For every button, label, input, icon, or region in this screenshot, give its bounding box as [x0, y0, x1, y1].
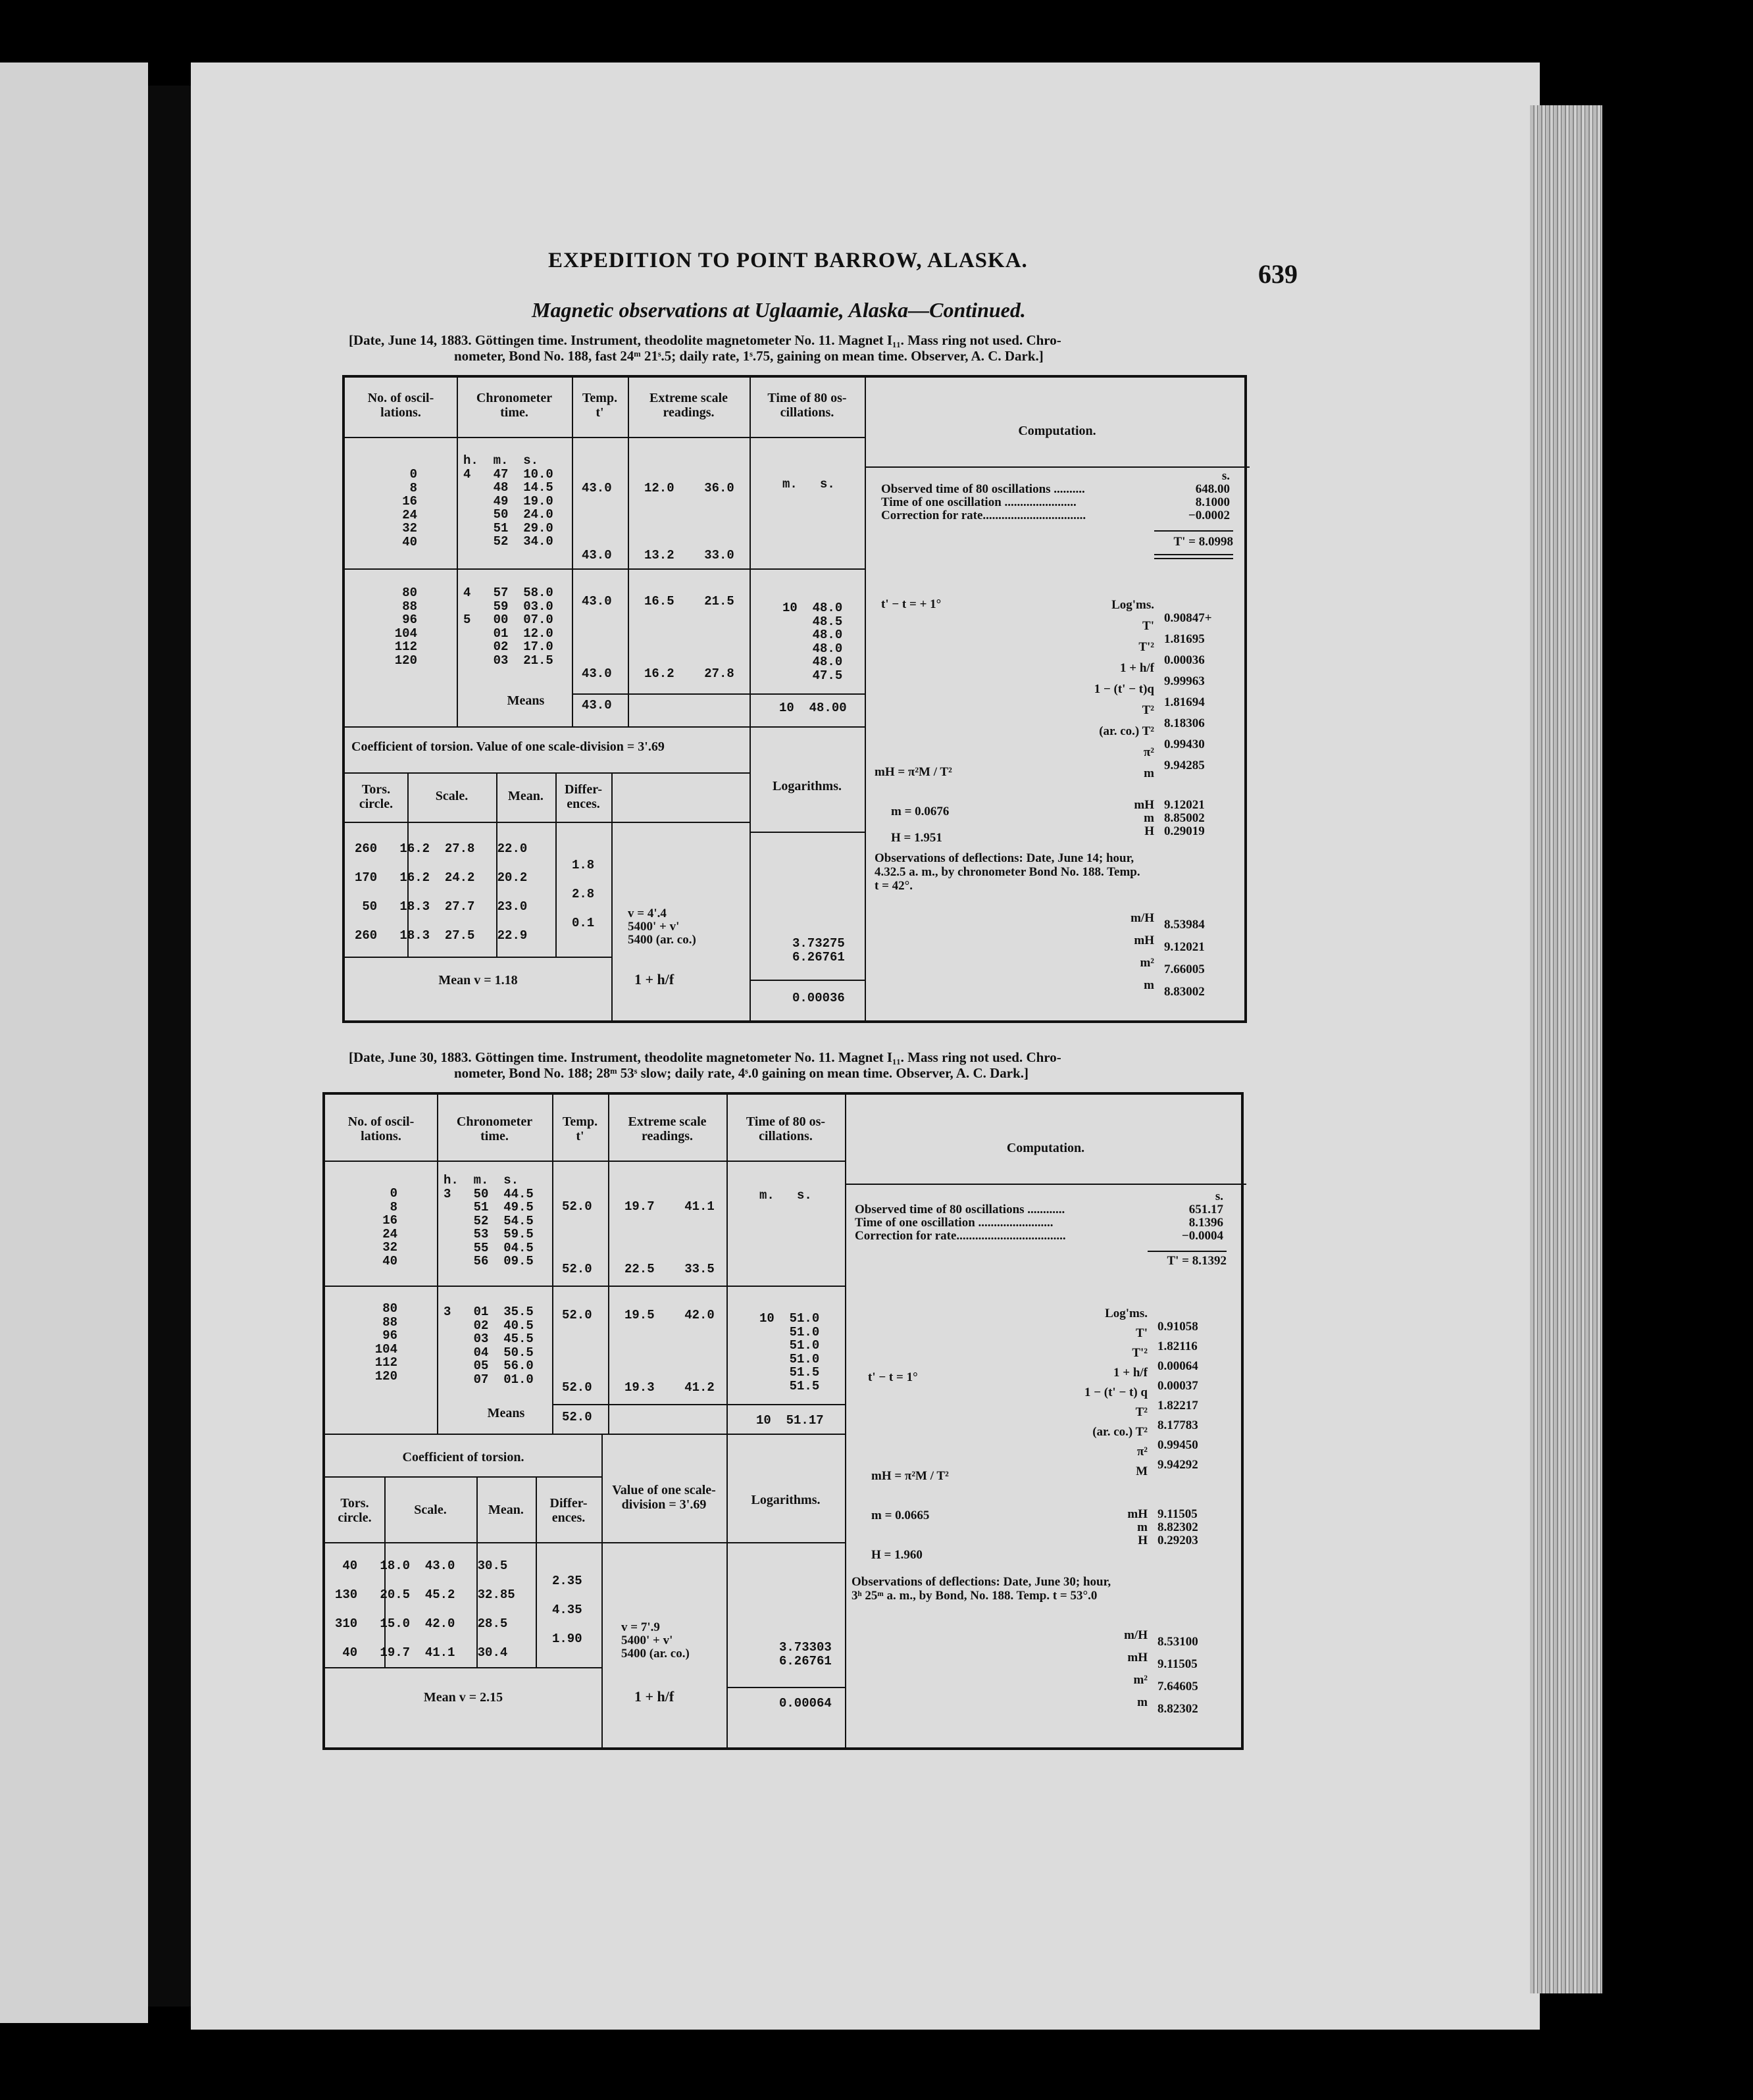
temp-a2: 43.0 [582, 548, 612, 562]
mH-labels: mH m H [1127, 1507, 1148, 1547]
torsion-header-scale: Scale. [435, 789, 469, 803]
extreme-b2: 16.2 27.8 [644, 666, 734, 681]
temp-a2: 52.0 [562, 1262, 592, 1276]
note-line: [Date, June 14, 1883. Göttingen time. Instrument, theodolite magnetometer No. 11. Magnet I₁₁. Mass ring not used. Chro- [349, 332, 1061, 348]
extreme-a1: 19.7 41.1 [624, 1199, 715, 1214]
section2-header-note [349, 1049, 1283, 1081]
m-value: m = 0.0665 [871, 1509, 930, 1522]
table-caption: Magnetic observations at Uglaamie, Alaska—Continued. [532, 298, 1026, 322]
log-labels: Log'ms. T' T'² 1 + h/f 1 − (t' − t)q T² (ar. co.) T² π² m [1094, 598, 1154, 780]
col-header-extreme: Extreme scale readings. [628, 1114, 707, 1143]
running-head: EXPEDITION TO POINT BARROW, ALASKA. [548, 249, 1028, 272]
temp-b2: 52.0 [562, 1380, 592, 1395]
col-header-chronometer: Chronometer time. [456, 1114, 533, 1143]
left-facing-page [0, 63, 148, 2023]
torsion-header-mean: Mean. [488, 1503, 524, 1517]
book-gutter [148, 86, 194, 2007]
H-value: H = 1.960 [871, 1548, 923, 1562]
means-label: Means [487, 1406, 525, 1420]
torsion-rows: 260 16.2 27.8 22.0 170 16.2 24.2 20.2 50 18.3 27.7 23.0 260 18.3 27.5 22.9 [355, 841, 528, 943]
m-value: m = 0.0676 [891, 805, 950, 818]
torsion-header-log: Logarithms. [751, 1493, 821, 1507]
v-formula: v = 4'.4 5400' + v' 5400 (ar. co.) [628, 907, 696, 947]
extreme-b1: 19.5 42.0 [624, 1308, 715, 1322]
torsion-scale-value: Value of one scale- division = 3'.69 [612, 1483, 716, 1512]
means-temp: 52.0 [562, 1410, 592, 1424]
deflection-labels: m/H mH m² m [1124, 1628, 1148, 1709]
T-prime: T' = 8.1392 [1167, 1254, 1227, 1268]
means-temp: 43.0 [582, 698, 612, 712]
col-header-oscillations: No. of oscil- lations. [367, 391, 434, 420]
computation-values: s. 651.17 8.1396 −0.0004 [1181, 1189, 1223, 1243]
one-plus-hf-value: 0.00036 [792, 991, 845, 1005]
torsion-header-diff: Differ- ences. [565, 782, 602, 811]
mH-labels: mH m H [1134, 798, 1154, 838]
note-line: nometer, Bond No. 188; 28ᵐ 53ˢ slow; daily rate, 4ˢ.0 gaining on mean time. Observer, A. C. Dark.] [454, 1065, 1029, 1081]
torsion-rows: 40 18.0 43.0 30.5 130 20.5 45.2 32.85 310 15.0 42.0 28.5 40 19.7 41.1 30.4 [335, 1559, 515, 1660]
section2-table [322, 1092, 1244, 1750]
chronometer-group-a: h. m. s. 3 50 44.5 51 49.5 52 54.5 53 59.5 55 04.5 56 09.5 [444, 1173, 534, 1268]
time-units: m. s. [782, 477, 835, 491]
col-header-computation: Computation. [1006, 1141, 1085, 1155]
chronometer-group-a: h. m. s. 4 47 10.0 48 14.5 49 19.0 50 24.0 51 29.0 52 34.0 [463, 453, 553, 549]
temp-b2: 43.0 [582, 666, 612, 681]
deflections-note: Observations of deflections: Date, June 14; hour, 4.32.5 a. m., by chronometer Bond No. 188. Temp. t = 42°. [875, 851, 1140, 893]
torsion-title: Coefficient of torsion. [402, 1450, 524, 1464]
one-plus-hf: 1 + h/f [634, 1688, 674, 1705]
extreme-a1: 12.0 36.0 [644, 481, 734, 495]
log-values: 0.90847+ 1.81695 0.00036 9.99963 1.81694 8.18306 0.99430 9.94285 [1164, 611, 1212, 772]
torsion-header-diff: Differ- ences. [549, 1496, 588, 1525]
time-units: m. s. [759, 1188, 812, 1203]
col-header-time80: Time of 80 os- cillations. [746, 1114, 826, 1143]
mH-values: 9.12021 8.85002 0.29019 [1164, 798, 1205, 838]
temp-b1: 43.0 [582, 594, 612, 609]
means-time: 10 51.17 [756, 1413, 824, 1428]
computation-lines: Observed time of 80 oscillations ............ Time of one oscillation ........................ Correction for rate................................... [855, 1203, 1066, 1243]
log-values: 0.91058 1.82116 0.00064 0.00037 1.82217 8.17783 0.99450 9.94292 [1157, 1320, 1198, 1472]
torsion-differences: 2.35 4.35 1.90 [552, 1574, 582, 1646]
temperature-difference: t' − t = + 1° [881, 597, 942, 611]
torsion-header-mean: Mean. [508, 789, 544, 803]
means-label: Means [507, 693, 545, 708]
section1-header-note [349, 332, 1283, 364]
deflection-values: 8.53100 9.11505 7.64605 8.82302 [1157, 1635, 1198, 1716]
note-line: nometer, Bond No. 188, fast 24ᵐ 21ˢ.5; daily rate, 1ˢ.75, gaining on mean time. Observer, A. C. Dark.] [454, 348, 1044, 364]
page-number: 639 [1258, 259, 1298, 289]
T-prime: T' = 8.0998 [1173, 535, 1233, 549]
note-line: [Date, June 30, 1883. Göttingen time. Instrument, theodolite magnetometer No. 11. Magnet I₁₁. Mass ring not used. Chro- [349, 1049, 1061, 1065]
time-group-b: 10 51.0 51.0 51.0 51.0 51.5 51.5 [759, 1311, 820, 1393]
section1-table [342, 375, 1247, 1023]
oscillations-group-b: 80 88 96 104 112 120 [394, 586, 417, 668]
extreme-a2: 13.2 33.0 [644, 548, 734, 562]
torsion-header-circle: Tors. circle. [359, 782, 394, 811]
mH-formula: mH = π²M / T² [871, 1469, 949, 1483]
col-header-temp: Temp. t' [582, 391, 618, 420]
page-stack-edge [1530, 105, 1602, 1993]
extreme-b1: 16.5 21.5 [644, 594, 734, 609]
col-header-temp: Temp. t' [562, 1114, 598, 1143]
torsion-title: Coefficient of torsion. Value of one scale-division = 3'.69 [351, 739, 665, 754]
temp-b1: 52.0 [562, 1308, 592, 1322]
time-group-b: 10 48.0 48.5 48.0 48.0 48.0 47.5 [782, 601, 843, 683]
torsion-header-scale: Scale. [414, 1503, 447, 1517]
oscillations-group-a: 0 8 16 24 32 40 [382, 1186, 397, 1268]
col-header-chronometer: Chronometer time. [476, 391, 553, 420]
oscillations-group-a: 0 8 16 24 32 40 [402, 467, 417, 549]
extreme-b2: 19.3 41.2 [624, 1380, 715, 1395]
logarithms: 3.73275 6.26761 [792, 936, 845, 964]
mean-v: Mean v = 1.18 [438, 973, 518, 988]
v-formula: v = 7'.9 5400' + v' 5400 (ar. co.) [621, 1620, 690, 1661]
temp-a1: 43.0 [582, 481, 612, 495]
one-plus-hf-value: 0.00064 [779, 1696, 832, 1711]
mean-v: Mean v = 2.15 [423, 1690, 503, 1705]
deflection-values: 8.53984 9.12021 7.66005 8.83002 [1164, 918, 1205, 999]
col-header-extreme: Extreme scale readings. [649, 391, 728, 420]
col-header-time80: Time of 80 os- cillations. [767, 391, 847, 420]
mH-formula: mH = π²M / T² [875, 765, 952, 779]
chronometer-group-b: 3 01 35.5 02 40.5 03 45.5 04 50.5 05 56.0 07 01.0 [444, 1305, 534, 1387]
mH-values: 9.11505 8.82302 0.29203 [1157, 1507, 1198, 1547]
oscillations-group-b: 80 88 96 104 112 120 [374, 1301, 397, 1384]
computation-lines: Observed time of 80 oscillations .......... Time of one oscillation ....................... Correction for rate................................. [881, 482, 1086, 522]
torsion-differences: 1.8 2.8 0.1 [572, 858, 595, 930]
deflections-note: Observations of deflections: Date, June 30; hour, 3ʰ 25ᵐ a. m., by Bond, No. 188. Temp. t = 53°.0 [851, 1575, 1111, 1603]
means-time: 10 48.00 [779, 701, 847, 715]
deflection-labels: m/H mH m² m [1131, 911, 1154, 992]
torsion-header-log: Logarithms. [773, 779, 842, 793]
torsion-header-circle: Tors. circle. [338, 1496, 372, 1525]
log-labels: Log'ms. T' T'² 1 + h/f 1 − (t' − t) q T² (ar. co.) T² π² M [1084, 1307, 1148, 1478]
temp-a1: 52.0 [562, 1199, 592, 1214]
extreme-a2: 22.5 33.5 [624, 1262, 715, 1276]
H-value: H = 1.951 [891, 831, 942, 845]
col-header-oscillations: No. of oscil- lations. [347, 1114, 415, 1143]
col-header-computation: Computation. [1018, 424, 1096, 438]
chronometer-group-b: 4 57 58.0 59 03.0 5 00 07.0 01 12.0 02 17.0 03 21.5 [463, 586, 553, 668]
computation-values: s. 648.00 8.1000 −0.0002 [1188, 469, 1230, 522]
temperature-difference: t' − t = 1° [868, 1370, 918, 1384]
one-plus-hf: 1 + h/f [634, 971, 674, 988]
logarithms: 3.73303 6.26761 [779, 1640, 832, 1668]
